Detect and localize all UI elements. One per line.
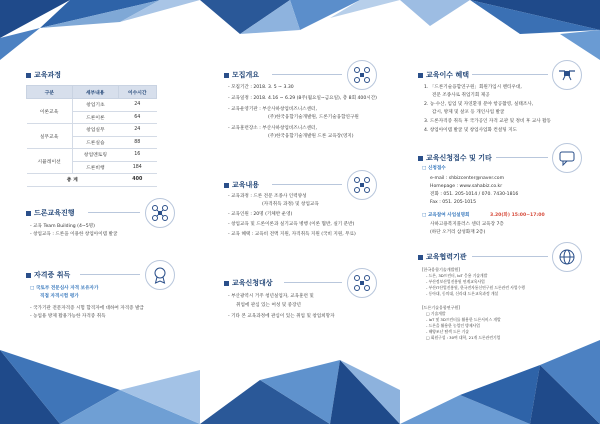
drone-startup-title: 드론교육진행 (26, 208, 75, 218)
left-panel: 교육과정 구분 세부내용 이수시간 이론교육 창업기초 24 드론이론 64 실무교육 창업실무 24 드론실습 88 시뮬레이션 창업멘토링 16 드론비행 184 총 계 400 드론교육진행 - 교육 Team Building (4~5명) - 창업교육 : 드론을 이용한 창업아이템 발굴 자격증 취득 □ 국토부 전문심사 자격 보유자가 직접 자격시험 평가 - 국가기관 전문자격증 시험 합격자에 대하여 자격증 발급 - 농업용 방제 활용가능한 자격증 취득 (0, 0, 200, 424)
table-row: 이론교육 창업기초 24 (27, 99, 157, 112)
table-row: 시뮬레이션 창업멘토링 16 (27, 149, 157, 162)
content-title: 교육내용 (224, 180, 259, 190)
calendar-icon (347, 60, 377, 90)
total-row: 총 계 400 (27, 174, 157, 187)
drone-icon (145, 198, 175, 228)
table-header: 세부내용 (72, 86, 118, 99)
target-title: 교육신청대상 (224, 278, 273, 288)
center-panel: 모집개요 - 모집기간 : 2018. 3. 5 ~ 3.30 - 교육일정 : 2018. 4.16 ~ 6.29 (8주(월요일~금요일), 총 8회 400시간) - 교육운영기관 : 부산사하창업비즈니스센터, (주)한국융합기술개발원, 드론기술융합연구원 - 교육훈련장소 : 부산사하창업비즈니스센터, (주)한국융합기술개발원 드론 교육장(영지) 교육내용 - 교육과정 : 드론 전문 조종사 인력양성 (자격취득 과정) 및 창업교육 - 교육인원 : 20명 (기체반 운영) - 창업교육 및 드론이론과 실기교육 병행 (이론 협반, 실기 분반) - 교육 혜택 : 교육비 전액 지원, 자격취득 지원 (국비 지원, 무료) 교육신청대상 - 부산광역시 거주 청년실업자, 교육훈련 및 취업에 관심 있는 여성 및 중장년 - 기타 본 교육과정에 관심이 있는 취업 및 창업희망자 (200, 0, 400, 424)
recruit-title: 모집개요 (224, 70, 259, 80)
certification-title: 자격증 취득 (26, 270, 70, 280)
table-row: 드론실습 88 (27, 136, 157, 149)
table-row: 드론이론 64 (27, 111, 157, 124)
table-row: 실무교육 창업실무 24 (27, 124, 157, 137)
curriculum-table (26, 85, 157, 187)
apply-title: 교육신청접수 및 기타 (418, 153, 492, 163)
table-row: 드론비행 184 (27, 161, 157, 174)
target-icon (347, 268, 377, 298)
partners-title: 교육협력기관 (418, 252, 467, 262)
benefits-title: 교육이수 혜택 (418, 70, 469, 80)
curriculum-title: 교육과정 (26, 70, 61, 80)
book-icon (347, 170, 377, 200)
drone-icon (552, 60, 582, 90)
globe-icon (552, 242, 582, 272)
right-panel: 교육이수 혜택 1. 「드론기술융합연구원」회원가입시 멘티우대, 전문 조종사로 취업기회 제공 2. 농·수산, 임업 및 자연환경 분야 항공촬영, 실태조사, 감시, 방제 및 살포 등 개인사업 발굴 3. 드론자격증 취득 후 국가공인 자격 교관 및 정비 후 교사 활동 4. 창업아이템 발굴 및 창업사업화 컨설팅 지도 교육신청접수 및 기타 □ 신청접수 e-mail : shbizcenter@naver.com Homepage : www.sahabiz.co.kr 전화 : 051. 205-1014 / 070. 7430-1816 Fax : 051. 205-1015 □ 교육참여 사업설명회 3.20(화) 15:00~17:00 사하고용복지플러스 센터 교육장 7층 (하단 오거리 삼성화재 2층) 교육협력기관 [한국융합기술개발원] - 드론, 3D프린터, IoT 응용 기술개발 - 부산정보산업진흥원 연계교육사업 - 부산IT산업진흥원, 한국전자통신연구원 드론관련 사업수행 - 동아대, 동의대, 신라대 드론교육과정 개설 [드론기술융합연구원] □ 기술개발 - IoT 및 3D프린터를 활용한 드론서비스 개발 - 드론을 활용한 농업인 방제사업 - 해양조난 탐색 드론 기술 □ 회원구성 : 30여 대학, 21개 드론관련기업 (400, 0, 600, 424)
table-header: 구분 (27, 86, 73, 99)
table-header: 이수시간 (118, 86, 156, 99)
award-icon (145, 260, 175, 290)
chat-icon (552, 143, 582, 173)
